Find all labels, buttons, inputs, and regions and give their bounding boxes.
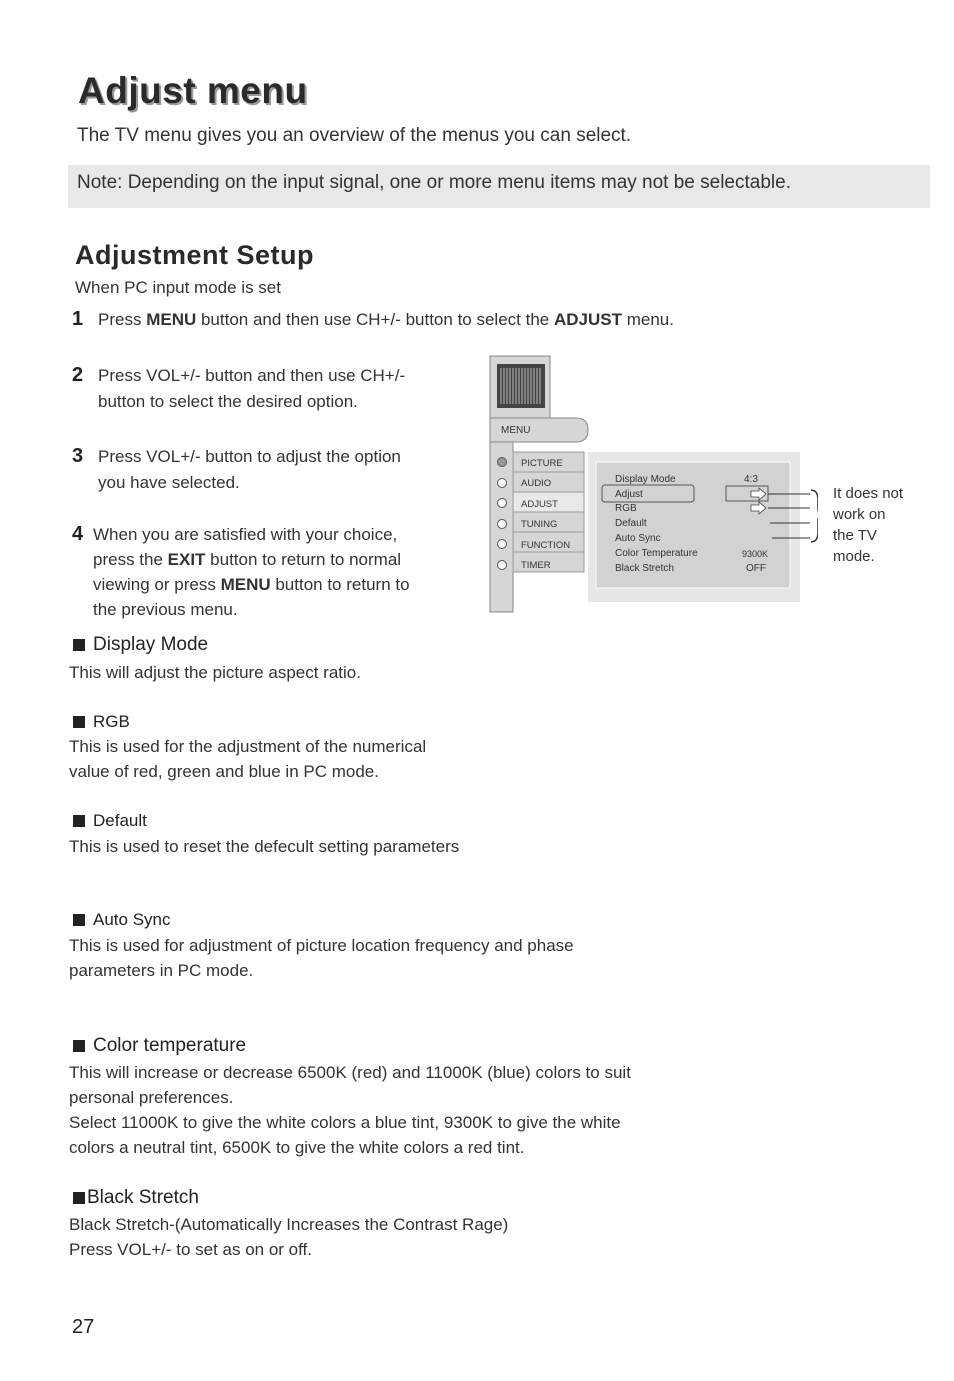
page-number: 27 [72,1316,95,1338]
step-text-part: menu. [621,310,674,329]
body-line: colors a neutral tint, 6500K to give the white colors a red tint. [69,1138,525,1157]
option-value: 9300K [742,549,769,559]
radio-icon [498,499,507,508]
color-temperature-text [69,1060,631,1160]
side-item-label: PICTURE [521,458,563,469]
auto-sync-text [69,933,574,983]
body-line: This is used for adjustment of picture location frequency and phase [69,936,574,955]
page-title: Adjust menu [78,70,308,111]
step-line: Press VOL+/- button and then use CH+/- [98,366,406,385]
option-value: 4:3 [744,474,758,485]
bullet-square-icon [73,639,85,651]
note-text: Note: Depending on the input signal, one or more menu items may not be selectable. [77,172,791,193]
heading-text: RGB [93,712,130,731]
note-line: It does not [833,485,904,502]
step-number: 1 [72,308,84,330]
body-line: Press VOL+/- to set as on or off. [69,1240,312,1259]
step-text-part: button to return to normal [205,550,402,569]
heading-text: Display Mode [93,634,209,655]
side-item-label: ADJUST [521,499,558,510]
step-text-part: press the [93,550,168,569]
heading-text: Color temperature [93,1035,247,1056]
step-keyword: ADJUST [553,310,622,329]
note-line: the TV [833,527,877,544]
radio-icon [498,540,507,549]
step-3-text [98,444,401,496]
heading-text: Auto Sync [93,910,171,929]
option-label: Adjust [615,489,643,500]
display-mode-heading [73,634,208,656]
step-4-text [93,522,410,622]
side-item-label: TIMER [521,560,551,571]
diagram-note [833,483,903,567]
option-label: Display Mode [615,474,676,485]
note-line: work on [833,506,886,523]
step-line [93,572,410,597]
bullet-square-icon [73,716,85,728]
body-line: value of red, green and blue in PC mode. [69,762,379,781]
step-keyword: MENU [146,310,197,329]
brace-icon [811,490,818,542]
body-line: This will increase or decrease 6500K (red) and 11000K (blue) colors to suit [69,1063,631,1082]
black-stretch-heading [73,1187,199,1209]
option-label: Auto Sync [615,533,661,544]
step-number: 3 [72,445,84,467]
auto-sync-heading [73,910,171,930]
step-line: When you are satisfied with your choice, [93,525,398,544]
subheading: When PC input mode is set [75,278,281,297]
rgb-text [69,734,426,784]
step-line: the previous menu. [93,600,238,619]
bullet-square-icon [73,815,85,827]
heading-text: Black Stretch [87,1187,199,1208]
bullet-square-icon [73,1040,85,1052]
step-text-part: viewing or press [93,575,221,594]
side-item-label: TUNING [521,519,558,530]
radio-icon [498,458,507,467]
radio-icon [498,561,507,570]
heading-text: Default [93,811,147,830]
color-temperature-heading [73,1035,246,1057]
step-line: Press VOL+/- button to adjust the option [98,447,401,466]
rgb-heading [73,712,130,732]
body-line: Select 11000K to give the white colors a blue tint, 9300K to give the white [69,1113,621,1132]
body-line: Black Stretch-(Automatically Increases the Contrast Rage) [69,1215,509,1234]
body-line: personal preferences. [69,1088,234,1107]
body-line: This is used for the adjustment of the numerical [69,737,427,756]
step-text-part: button and then use CH+/- button to select the [196,310,554,329]
black-stretch-text [69,1212,508,1262]
bullet-square-icon [73,914,85,926]
menu-side-items [513,452,584,572]
step-text-part: button to return to [270,575,410,594]
bullet-square-icon [73,1192,85,1204]
option-label: Black Stretch [615,563,674,574]
section-heading: Adjustment Setup [75,240,315,270]
note-line: mode. [833,548,875,565]
step-2-text [98,363,405,415]
body-line: parameters in PC mode. [69,961,254,980]
step-number: 4 [72,523,84,545]
step-line: you have selected. [98,473,240,492]
menu-label: MENU [501,425,531,436]
radio-icon [498,520,507,529]
option-value: OFF [746,563,766,574]
side-item-label: FUNCTION [521,540,571,551]
default-heading [73,811,147,831]
display-mode-text: This will adjust the picture aspect ratio. [69,663,361,682]
option-label: Color Temperature [615,548,698,559]
menu-diagram [488,354,818,616]
step-line: button to select the desired option. [98,392,358,411]
step-1-text [98,307,674,333]
step-number: 2 [72,364,84,386]
default-text: This is used to reset the defecult setting parameters [69,837,460,856]
step-line [93,547,410,572]
option-label: Default [615,518,647,529]
option-label: RGB [615,503,637,514]
side-item-label: AUDIO [521,478,552,489]
step-keyword: EXIT [167,550,206,569]
step-keyword: MENU [220,575,271,594]
step-text-part: Press [98,310,147,329]
intro-text: The TV menu gives you an overview of the menus you can select. [77,125,632,146]
radio-icon [498,479,507,488]
